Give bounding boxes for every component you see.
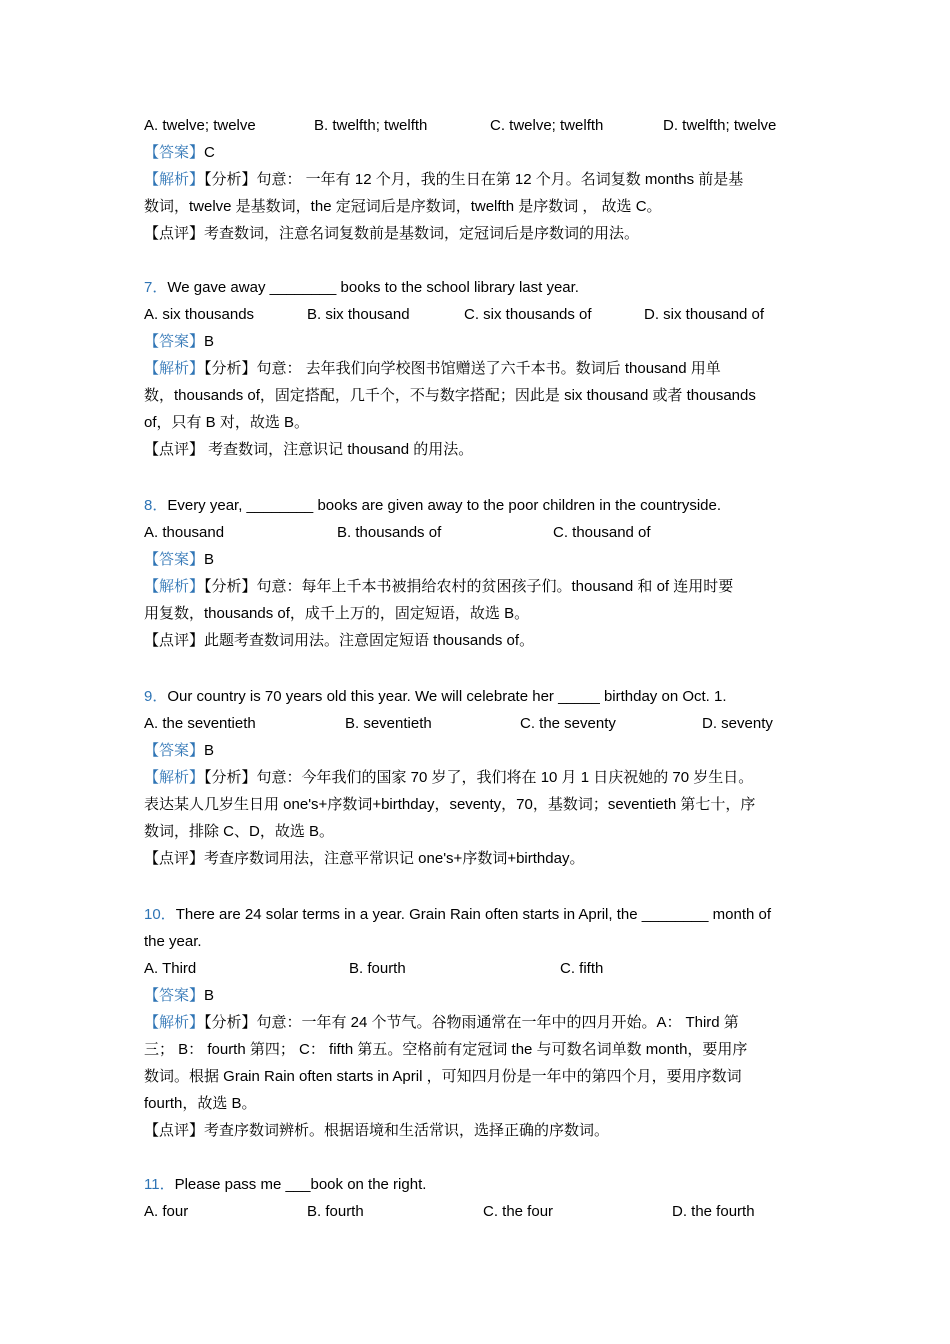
option-a: A. the seventieth xyxy=(144,715,256,732)
analysis-tag: 【解析】 xyxy=(144,578,205,595)
question-number: 7． xyxy=(144,279,168,296)
analysis-line xyxy=(144,1013,739,1033)
answer-value: B xyxy=(204,987,215,1004)
answer-tag: 【答案】 xyxy=(144,987,205,1004)
question-number: 8． xyxy=(144,497,168,514)
option-a: A. thousand xyxy=(144,524,225,541)
analysis-text: 表达某人几岁生日用 one's+序数词+birthday，seventy，70，基数词；seventieth 第七十，序 xyxy=(144,796,756,813)
stem-text: We gave away ________ books to the school library last year. xyxy=(167,279,579,296)
question-stem xyxy=(144,687,727,707)
answer-line xyxy=(144,332,214,352)
analysis-text: 三； B： fourth 第四； C： fifth 第五。空格前有定冠词 the 与可数名词单数 month，要用序 xyxy=(144,1041,748,1058)
stem-text: Every year, ________ books are given away to the poor children in the countryside. xyxy=(167,497,722,514)
option-a: A. six thousands xyxy=(144,306,255,323)
answer-tag: 【答案】 xyxy=(144,144,205,161)
answer-tag: 【答案】 xyxy=(144,551,205,568)
answer-value: B xyxy=(204,333,215,350)
answer-tag: 【答案】 xyxy=(144,742,205,759)
question-number: 9． xyxy=(144,688,168,705)
analysis-tag: 【解析】 xyxy=(144,769,205,786)
analysis-tag: 【解析】 xyxy=(144,360,205,377)
analysis-text: fourth，故选 B。 xyxy=(144,1095,257,1112)
analysis-text: 【分析】句意：一年有 24 个节气。谷物雨通常在一年中的四月开始。A： Third 第 xyxy=(204,1014,739,1031)
analysis-line xyxy=(144,359,721,379)
stem-text: the year. xyxy=(144,933,202,950)
option-d: D. seventy xyxy=(702,715,773,732)
option-d: D. the fourth xyxy=(672,1203,755,1220)
question-number: 10． xyxy=(144,906,176,923)
analysis-text: 【分析】句意：今年我们的国家 70 岁了，我们将在 10 月 1 日庆祝她的 70 岁生日。 xyxy=(204,769,754,786)
comment-line: 【点评】此题考查数词用法。注意固定短语 thousands of。 xyxy=(144,632,535,649)
analysis-text: 用复数，thousands of，成千上万的，固定短语，故选 B。 xyxy=(144,605,530,622)
option-c: C. twelve; twelfth xyxy=(490,117,604,134)
answer-value: C xyxy=(204,144,215,161)
analysis-tag: 【解析】 xyxy=(144,171,205,188)
answer-line xyxy=(144,986,214,1006)
analysis-text: 数词，排除 C、D，故选 B。 xyxy=(144,823,335,840)
question-stem xyxy=(144,496,721,516)
option-b: B. seventieth xyxy=(345,715,432,732)
answer-line xyxy=(144,143,215,163)
comment-line: 【点评】 考查数词，注意识记 thousand 的用法。 xyxy=(144,441,474,458)
question-stem xyxy=(144,1175,426,1195)
answer-line xyxy=(144,550,214,570)
answer-value: B xyxy=(204,551,215,568)
analysis-line xyxy=(144,768,753,788)
answer-value: B xyxy=(204,742,215,759)
comment-line: 【点评】考查序数词辨析。根据语境和生活常识，选择正确的序数词。 xyxy=(144,1122,610,1139)
option-c: C. fifth xyxy=(560,960,604,977)
analysis-text: 数，thousands of，固定搭配，几千个，不与数字搭配；因此是 six thousand 或者 thousands xyxy=(144,387,756,404)
answer-line xyxy=(144,741,214,761)
option-b: B. fourth xyxy=(349,960,406,977)
comment-line: 【点评】考查序数词用法，注意平常识记 one's+序数词+birthday。 xyxy=(144,850,585,867)
question-stem xyxy=(144,278,579,298)
option-a: A. Third xyxy=(144,960,197,977)
analysis-tag: 【解析】 xyxy=(144,1014,205,1031)
option-c: C. the four xyxy=(483,1203,554,1220)
analysis-text: 数词。根据 Grain Rain often starts in April ，可知四月份是一年中的第四个月，要用序数词 xyxy=(144,1068,742,1085)
stem-text: Please pass me ___book on the right. xyxy=(174,1176,427,1193)
analysis-text: 数词，twelve 是基数词，the 定冠词后是序数词，twelfth 是序数词 ， 故选 C。 xyxy=(144,198,662,215)
analysis-text: 【分析】句意： 一年有 12 个月，我的生日在第 12 个月。名词复数 months 前是基 xyxy=(204,171,744,188)
option-d: D. six thousand of xyxy=(644,306,765,323)
option-c: C. the seventy xyxy=(520,715,616,732)
option-b: B. fourth xyxy=(307,1203,364,1220)
analysis-text: of，只有 B 对，故选 B。 xyxy=(144,414,310,431)
option-b: B. thousands of xyxy=(337,524,442,541)
question-stem xyxy=(144,905,771,925)
option-c: C. thousand of xyxy=(553,524,651,541)
comment-line: 【点评】考查数词，注意名词复数前是基数词，定冠词后是序数词的用法。 xyxy=(144,225,640,242)
stem-text: Our country is 70 years old this year. We will celebrate her _____ birthday on Oct. 1. xyxy=(167,688,727,705)
option-a: A. twelve; twelve xyxy=(144,117,256,134)
analysis-line xyxy=(144,170,743,190)
option-c: C. six thousands of xyxy=(464,306,592,323)
analysis-line xyxy=(144,577,733,597)
analysis-text: 【分析】句意： 去年我们向学校图书馆赠送了六千本书。数词后 thousand 用单 xyxy=(204,360,721,377)
option-b: B. twelfth; twelfth xyxy=(314,117,428,134)
option-a: A. four xyxy=(144,1203,189,1220)
option-b: B. six thousand xyxy=(307,306,410,323)
stem-text: There are 24 solar terms in a year. Grain Rain often starts in April, the ________ month of xyxy=(175,906,772,923)
option-d: D. twelfth; twelve xyxy=(663,117,777,134)
answer-tag: 【答案】 xyxy=(144,333,205,350)
question-number: 11． xyxy=(144,1176,175,1193)
analysis-text: 【分析】句意：每年上千本书被捐给农村的贫困孩子们。thousand 和 of 连用时要 xyxy=(204,578,734,595)
